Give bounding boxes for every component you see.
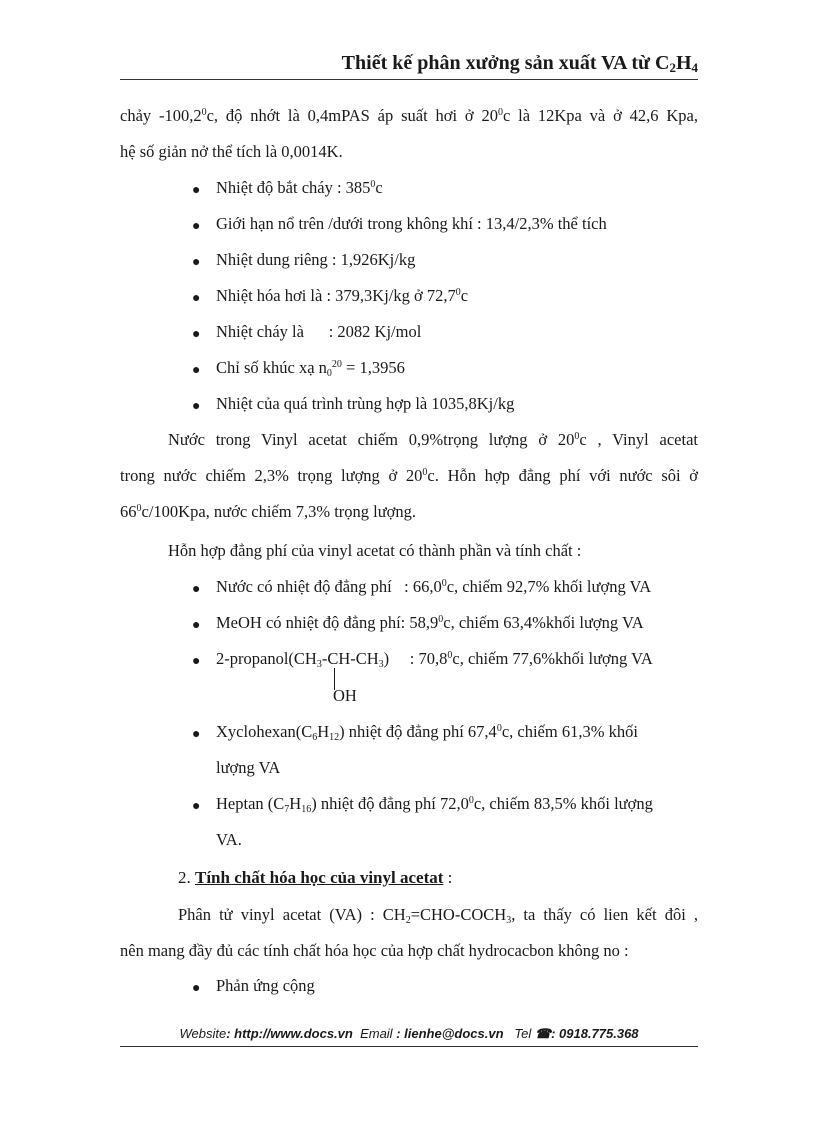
bullet-icon: ●: [192, 582, 201, 597]
bullet-icon: ●: [192, 727, 201, 742]
bullet-icon: ●: [192, 327, 201, 342]
bullet-icon: ●: [192, 399, 201, 414]
bullet-icon: ●: [192, 219, 201, 234]
page-header: [120, 52, 698, 75]
structure-oh: OH: [333, 686, 357, 705]
section-heading: 2. Tính chất hóa học của vinyl acetat :: [178, 868, 453, 887]
property-item: Giới hạn nổ trên /dưới trong không khí : 13,4/2,3% thể tích: [216, 214, 607, 233]
header-sub: 2: [669, 60, 676, 75]
intro-line: hệ số giản nở thể tích là 0,0014K.: [120, 142, 343, 161]
azeotrope-item: Heptan $(C_7H_{16})$ nhiệt độ đẳng phí 72,0$^0$c, chiếm 83,5% khối lượng: [216, 794, 653, 815]
footer-rule: [120, 1046, 698, 1047]
header-title: Thiết kế phân xưởng sản xuất VA từ C: [341, 52, 670, 74]
header-rule: [120, 79, 698, 80]
bullet-icon: ●: [192, 183, 201, 198]
paragraph-line: Nước trong Vinyl acetat chiếm 0,9%trọng lượng ở $20^0c$ , Vinyl acetat: [168, 430, 698, 449]
bullet-icon: ●: [192, 654, 201, 669]
paragraph-line: $66^0c/100Kpa$, nước chiếm 7,3% trọng lượng.: [120, 502, 417, 521]
bullet-icon: ●: [192, 255, 201, 270]
paragraph-line: nên mang đầy đủ các tính chất hóa học của hợp chất hydrocacbon không no :: [120, 941, 629, 960]
azeotrope-item-cont: VA.: [216, 830, 242, 849]
property-item: Nhiệt dung riêng : 1,926Kj/kg: [216, 250, 416, 269]
website-link[interactable]: : http://www.docs.vn: [226, 1026, 353, 1041]
page-footer: Website: http://www.docs.vn Email : lienhe@docs.vn Tel ☎: 0918.775.368: [179, 1026, 639, 1041]
intro-line: chảy -100,2$^0$c, độ nhớt là 0,4mPAS áp suất hơi ở $20^0c$ là 12Kpa và ở 42,6 Kpa,: [120, 106, 698, 125]
phone-number: : 0918.775.368: [551, 1026, 639, 1041]
bullet-icon: ●: [192, 981, 201, 996]
azeotrope-item: Nước có nhiệt độ đẳng phí : 66,0$^0$c, chiếm 92,7% khối lượng VA: [216, 577, 652, 596]
property-item: Nhiệt cháy là : 2082 Kj/mol: [216, 322, 422, 341]
bullet-icon: ●: [192, 618, 201, 633]
header-sub: 4: [691, 60, 698, 75]
property-item: Nhiệt của quá trình trùng hợp là 1035,8Kj/kg: [216, 394, 515, 413]
paragraph-line: Hỗn hợp đẳng phí của vinyl acetat có thành phần và tính chất :: [168, 541, 582, 560]
email-link[interactable]: : lienhe@docs.vn: [396, 1026, 504, 1041]
azeotrope-item: $Xyclohexan(C_6H_{12})$ nhiệt độ đẳng phí 67,4$^0$c, chiếm 61,3% khối: [216, 722, 638, 743]
phone-icon: ☎: [534, 1026, 552, 1041]
bullet-icon: ●: [192, 799, 201, 814]
paragraph-line: Phân tử vinyl acetat (VA) : $CH_2=CHO-COCH_3$, ta thấy có lien kết đôi ,: [178, 905, 699, 926]
azeotrope-item: $2-propanol(CH_3-CH-CH_3)$ : 70,8$^0$c, chiếm 77,6%khối lượng VA: [216, 649, 653, 670]
section-title: Tính chất hóa học của vinyl acetat: [195, 868, 444, 887]
bullet-icon: ●: [192, 291, 201, 306]
azeotrope-item: MeOH có nhiệt độ đẳng phí: 58,9$^0$c, chiếm 63,4%khối lượng VA: [216, 613, 644, 632]
property-item: Nhiệt hóa hơi là : 379,3Kj/kg ở 72,7$^0$c: [216, 286, 469, 305]
header-h: H: [675, 52, 692, 74]
bullet-icon: ●: [192, 363, 201, 378]
azeotrope-item-cont: lượng VA: [216, 758, 281, 777]
paragraph-line: trong nước chiếm 2,3% trọng lượng ở $20^0c$. Hỗn hợp đẳng phí với nước sôi ở: [120, 466, 699, 485]
property-item: Nhiệt độ bắt cháy : $385^0c$: [216, 178, 383, 197]
property-item: Chỉ số khúc xạ $n_0^{20} = 1,3956$: [216, 358, 405, 379]
reaction-item: Phản ứng cộng: [216, 976, 315, 995]
